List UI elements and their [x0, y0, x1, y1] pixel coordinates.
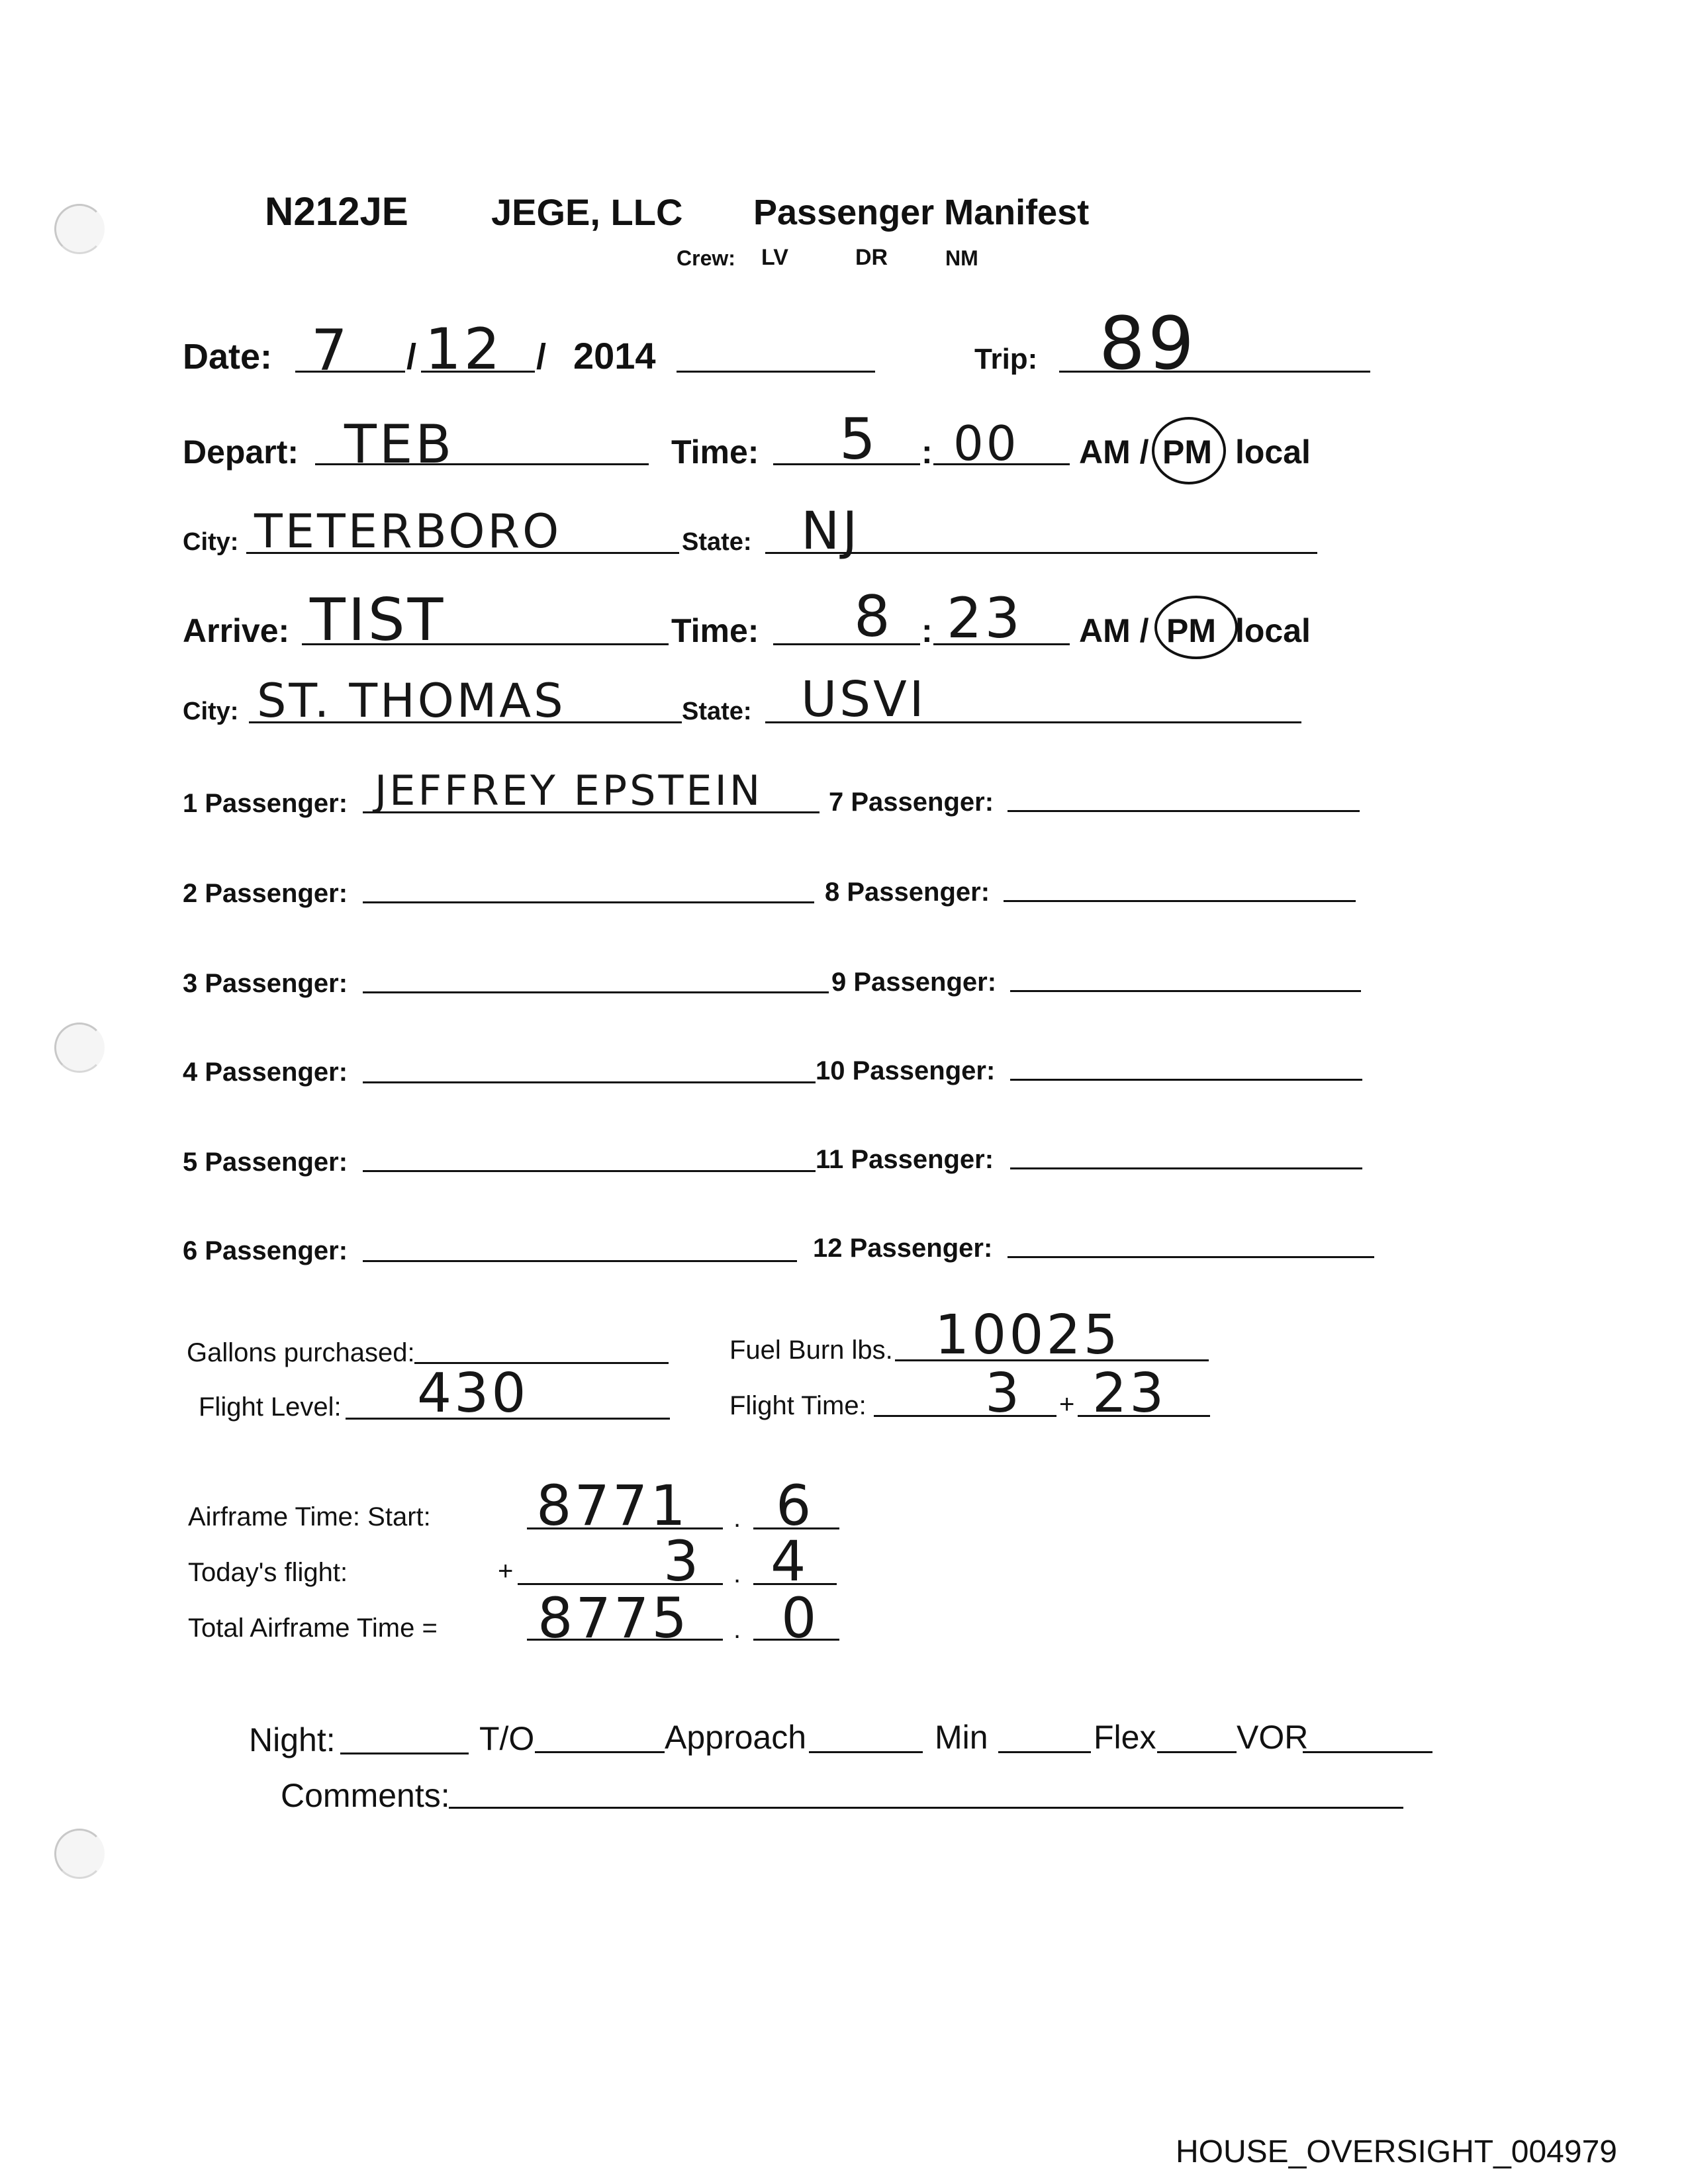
passenger-12-line	[1008, 1256, 1374, 1258]
depart-state-label: State:	[682, 528, 752, 556]
flight-level-value: 430	[417, 1362, 529, 1425]
total-airframe-tenths: 0	[781, 1586, 820, 1651]
passenger-3-label: 3 Passenger:	[183, 969, 348, 998]
flight-level-label: Flight Level:	[199, 1392, 342, 1422]
form-title: Passenger Manifest	[753, 193, 1090, 232]
passenger-2-label: 2 Passenger:	[183, 879, 348, 908]
passenger-10-line	[1010, 1079, 1362, 1081]
passenger-6-line	[363, 1260, 797, 1262]
depart-local: local	[1235, 433, 1311, 471]
arrive-hour-line	[773, 643, 920, 645]
depart-city-label: City:	[183, 528, 239, 556]
min-line	[998, 1751, 1091, 1753]
todays-flight-tenths: 4	[771, 1529, 809, 1594]
tail-number: N212JE	[265, 189, 408, 234]
crew-label: Crew:	[677, 246, 735, 270]
date-label: Date:	[183, 337, 273, 377]
passenger-3-line	[363, 991, 829, 993]
passenger-11-label: 11 Passenger:	[816, 1145, 994, 1174]
comments-label: Comments:	[281, 1777, 450, 1814]
airframe-start-label: Airframe Time: Start:	[188, 1502, 431, 1531]
min-label: Min	[935, 1719, 988, 1756]
passenger-10-label: 10 Passenger:	[816, 1056, 996, 1085]
bates-number: HOUSE_OVERSIGHT_004979	[1176, 2134, 1617, 2169]
flex-label: Flex	[1094, 1719, 1156, 1756]
depart-pm: PM	[1162, 433, 1212, 471]
depart-time-label: Time:	[671, 433, 759, 471]
vor-line	[1303, 1751, 1432, 1753]
passenger-5-line	[363, 1170, 816, 1172]
passenger-8-line	[1004, 900, 1356, 902]
gallons-label: Gallons purchased:	[187, 1338, 415, 1367]
depart-colon: :	[921, 433, 933, 471]
company-name: JEGE, LLC	[491, 191, 683, 233]
arrive-colon: :	[921, 612, 933, 649]
passenger-8-label: 8 Passenger:	[825, 878, 990, 907]
crew-1: LV	[761, 245, 788, 270]
flex-line	[1157, 1751, 1237, 1753]
passenger-1-name: JEFFREY EPSTEIN	[375, 766, 763, 815]
night-label: Night:	[249, 1721, 336, 1758]
passenger-7-line	[1008, 810, 1360, 812]
arrive-hour: 8	[854, 584, 893, 650]
binder-hole-top	[54, 204, 105, 254]
total-airframe-label: Total Airframe Time =	[188, 1614, 438, 1643]
flight-time-minutes: 23	[1092, 1362, 1167, 1425]
depart-minute: 00	[953, 416, 1019, 471]
fuel-burn-value: 10025	[935, 1304, 1121, 1367]
depart-state: NJ	[801, 502, 861, 561]
flight-time-hours: 3	[985, 1362, 1023, 1425]
arrive-state-label: State:	[682, 698, 752, 725]
todays-flight-plus: +	[498, 1557, 514, 1586]
trip-number: 89	[1099, 301, 1197, 386]
approach-line	[809, 1751, 923, 1753]
night-line	[340, 1752, 469, 1754]
vor-label: VOR	[1237, 1719, 1309, 1756]
depart-am: AM /	[1079, 433, 1149, 471]
passenger-5-label: 5 Passenger:	[183, 1148, 348, 1177]
trip-label: Trip:	[974, 343, 1038, 375]
arrive-pm: PM	[1166, 612, 1216, 649]
binder-hole-middle	[54, 1023, 105, 1073]
todays-flight-dot: .	[733, 1559, 741, 1588]
depart-city: TETERBORO	[254, 504, 562, 559]
date-sep-1: /	[406, 337, 417, 377]
passenger-7-label: 7 Passenger:	[829, 788, 994, 817]
arrive-code: TIST	[310, 586, 446, 654]
passenger-2-line	[363, 901, 814, 903]
total-airframe-dot: .	[733, 1615, 741, 1644]
arrive-am: AM /	[1079, 612, 1149, 649]
arrive-label: Arrive:	[183, 612, 290, 649]
airframe-start-tenths: 6	[776, 1473, 814, 1538]
passenger-6-label: 6 Passenger:	[183, 1236, 348, 1265]
depart-hour: 5	[839, 406, 878, 473]
date-year-line	[677, 371, 875, 373]
flight-time-hours-line	[874, 1415, 1056, 1417]
passenger-11-line	[1010, 1167, 1362, 1169]
depart-code: TEB	[344, 414, 455, 475]
crew-2: DR	[855, 245, 888, 270]
approach-label: Approach	[665, 1719, 807, 1756]
arrive-city: ST. THOMAS	[257, 674, 566, 728]
passenger-12-label: 12 Passenger:	[813, 1234, 993, 1263]
arrive-time-label: Time:	[671, 612, 759, 649]
passenger-1-label: 1 Passenger:	[183, 789, 348, 818]
arrive-city-label: City:	[183, 698, 239, 725]
date-day: 12	[425, 316, 503, 383]
todays-flight-whole: 3	[663, 1529, 702, 1594]
binder-hole-bottom	[54, 1829, 105, 1879]
passenger-4-label: 4 Passenger:	[183, 1058, 348, 1087]
crew-3: NM	[945, 246, 978, 270]
total-airframe-whole: 8775	[538, 1586, 690, 1651]
passenger-9-line	[1010, 990, 1361, 992]
airframe-start-dot: .	[733, 1504, 741, 1533]
depart-label: Depart:	[183, 433, 299, 471]
passenger-9-label: 9 Passenger:	[831, 968, 997, 997]
date-sep-2: /	[536, 337, 547, 377]
comments-line	[449, 1807, 1403, 1809]
flight-time-sep: +	[1059, 1390, 1075, 1419]
date-month: 7	[311, 318, 350, 384]
takeoff-line	[535, 1751, 665, 1753]
arrive-state: USVI	[801, 671, 927, 728]
passenger-4-line	[363, 1081, 816, 1083]
flight-time-label: Flight Time:	[729, 1391, 867, 1420]
fuel-burn-label: Fuel Burn lbs.	[729, 1336, 893, 1365]
todays-flight-label: Today's flight:	[188, 1558, 348, 1587]
takeoff-label: T/O	[479, 1720, 535, 1757]
arrive-minute: 23	[947, 586, 1023, 651]
airframe-start-whole: 8771	[536, 1473, 688, 1538]
arrive-local: local	[1235, 612, 1311, 649]
date-year: 2014	[573, 335, 656, 377]
